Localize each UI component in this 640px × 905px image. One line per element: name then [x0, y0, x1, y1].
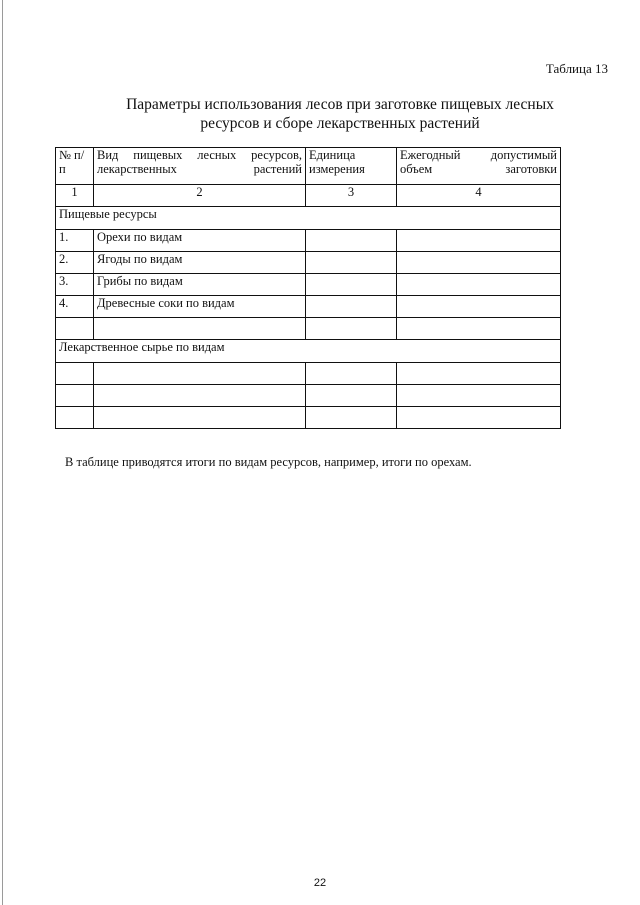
- row-volume: [397, 274, 561, 296]
- row-volume: [397, 318, 561, 340]
- row-resource-name: Орехи по видам: [94, 230, 306, 252]
- row-resource-name: [94, 363, 306, 385]
- scan-left-edge: [2, 0, 3, 905]
- row-resource-name: Грибы по видам: [94, 274, 306, 296]
- row-number: [56, 385, 94, 407]
- row-unit: [306, 274, 397, 296]
- table-row: [56, 363, 561, 385]
- row-resource-name: Древесные соки по видам: [94, 296, 306, 318]
- row-number: 4.: [56, 296, 94, 318]
- row-unit: [306, 407, 397, 429]
- table-row: [56, 274, 561, 296]
- resource-usage-table: [55, 147, 561, 429]
- page-title-line-2: ресурсов и сборе лекарственных растений: [200, 115, 480, 132]
- section-food-label: Пищевые ресурсы: [56, 207, 561, 230]
- table-footnote: В таблице приводятся итоги по видам ресурсов, например, итоги по орехам.: [65, 455, 472, 469]
- table-row: [56, 296, 561, 318]
- row-number: 2.: [56, 252, 94, 274]
- row-unit: [306, 385, 397, 407]
- table-row: [56, 252, 561, 274]
- row-number: [56, 363, 94, 385]
- row-volume: [397, 385, 561, 407]
- table-row: [56, 407, 561, 429]
- row-volume: [397, 296, 561, 318]
- row-resource-name: Ягоды по видам: [94, 252, 306, 274]
- column-number-row: [56, 185, 561, 207]
- section-row-food: [56, 207, 561, 230]
- page-number: 22: [313, 877, 327, 889]
- row-unit: [306, 252, 397, 274]
- row-resource-name: [94, 318, 306, 340]
- row-number: [56, 407, 94, 429]
- row-volume: [397, 252, 561, 274]
- row-volume: [397, 363, 561, 385]
- row-unit: [306, 230, 397, 252]
- row-number: 3.: [56, 274, 94, 296]
- row-volume: [397, 407, 561, 429]
- column-number-2: 2: [94, 185, 306, 207]
- row-number: 1.: [56, 230, 94, 252]
- table-row: [56, 318, 561, 340]
- table-caption: Таблица 13: [545, 61, 608, 76]
- row-number: [56, 318, 94, 340]
- column-number-4: 4: [397, 185, 561, 207]
- page-title-line-1: Параметры использования лесов при заготовке пищевых лесных: [126, 96, 554, 113]
- row-unit: [306, 363, 397, 385]
- header-annual-volume: Ежегодный допустимый объем заготовки: [397, 148, 561, 185]
- row-volume: [397, 230, 561, 252]
- row-unit: [306, 296, 397, 318]
- row-resource-name: [94, 407, 306, 429]
- section-row-medicinal: [56, 340, 561, 363]
- table-header-row: [56, 148, 561, 185]
- row-unit: [306, 318, 397, 340]
- header-resource-type: Вид пищевых лесных ресурсов, лекарственных растений: [94, 148, 306, 185]
- column-number-3: 3: [306, 185, 397, 207]
- header-unit: Единица измерения: [306, 148, 397, 185]
- header-number: № п/п: [56, 148, 94, 185]
- section-medicinal-label: Лекарственное сырье по видам: [56, 340, 561, 363]
- row-resource-name: [94, 385, 306, 407]
- table-row: [56, 385, 561, 407]
- column-number-1: 1: [56, 185, 94, 207]
- table-row: [56, 230, 561, 252]
- page-title: [90, 95, 590, 133]
